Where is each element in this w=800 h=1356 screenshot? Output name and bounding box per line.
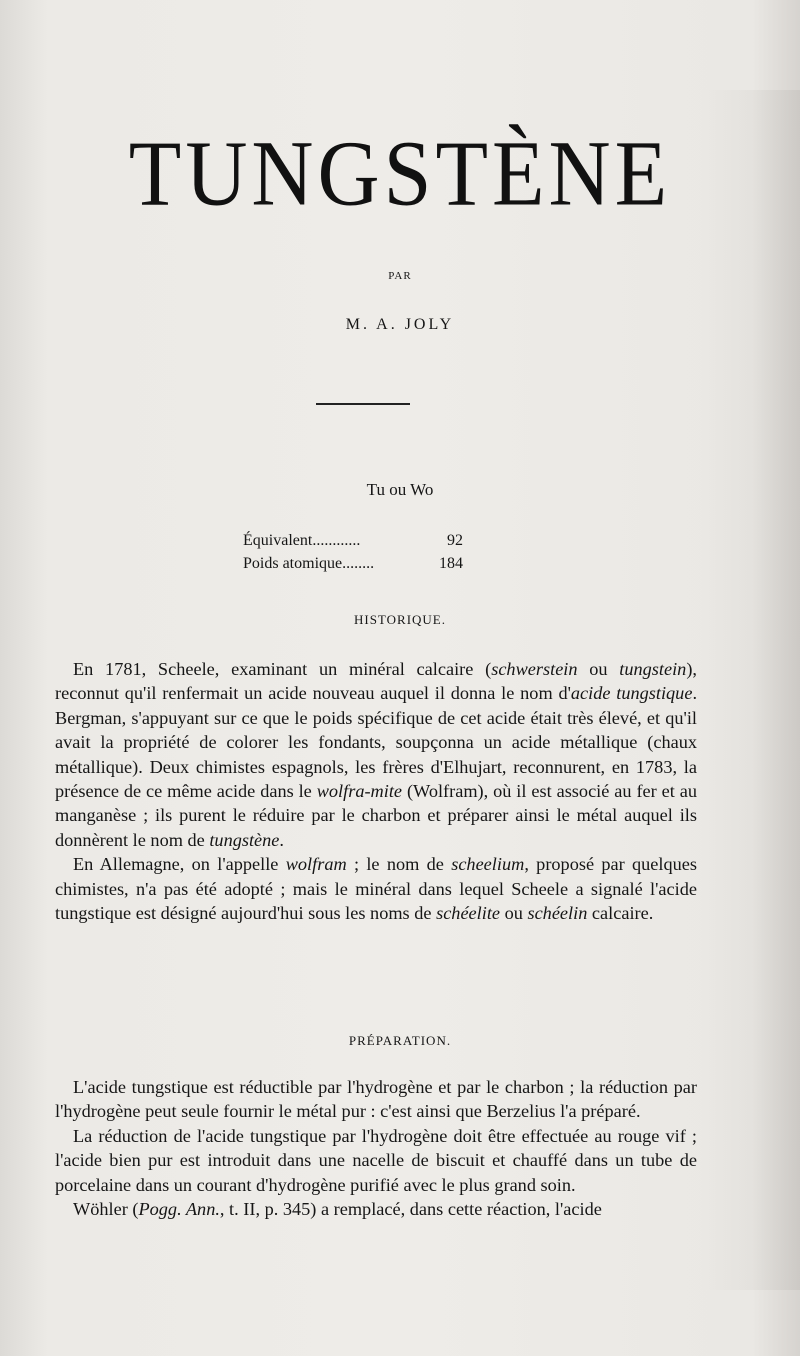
italic-term: schwerstein (491, 659, 578, 679)
paragraph: La réduction de l'acide tungstique par l'hydrogène doit être effectuée au rouge vif ; l'acide bien pur est introduit dans une nacelle de biscuit et chauffé dans un tube de porcelaine dans un courant d'hydrogène purifié avec le plus grand soin. (55, 1125, 697, 1195)
italic-term: acide tungstique (570, 683, 693, 704)
italic-term: wolfra-mite (316, 781, 403, 802)
property-row (243, 552, 463, 575)
property-label: Poids atomique........ (243, 555, 375, 572)
italic-term: schéelin (527, 903, 588, 924)
paragraph: En Allemagne, on l'appelle wolfram ; le nom de scheelium, proposé par quelques chimistes, n'a pas été adopté ; mais le minéral dans lequel Scheele a signalé l'acide tungstique est désigné aujourd'hui sous les noms de schéelite ou schéelin calcaire. (55, 854, 697, 924)
italic-term: tungstène (209, 829, 280, 850)
italic-term: tungstein (619, 659, 687, 679)
element-symbol: Tu ou Wo (366, 480, 434, 499)
divider-rule (316, 403, 410, 405)
section-heading-historique: HISTORIQUE. (353, 612, 446, 627)
historique-body (55, 657, 697, 925)
properties-table (243, 529, 463, 575)
author-name: M. A. JOLY (345, 316, 455, 333)
property-value: 92 (447, 532, 463, 549)
page-title: TUNGSTÈNE (128, 121, 672, 225)
italic-term: wolfram (285, 854, 347, 875)
preparation-body (55, 1075, 697, 1221)
property-value: 184 (439, 555, 463, 572)
paragraph: L'acide tungstique est réductible par l'hydrogène et par le charbon ; la réduction par l'hydrogène peut seule fournir le métal pur : c'est ainsi que Berzelius l'a préparé. (55, 1077, 697, 1122)
property-label: Équivalent............ (243, 532, 361, 549)
property-row (243, 529, 463, 552)
italic-term: schéelite (436, 903, 501, 924)
italic-term: Pogg. Ann. (138, 1199, 220, 1220)
by-line: PAR (388, 270, 412, 282)
section-heading-preparation: PRÉPARATION. (348, 1033, 452, 1048)
italic-term: scheelium (451, 854, 525, 875)
paragraph: Wöhler (Pogg. Ann., t. II, p. 345) a remplacé, dans cette réaction, l'acide (73, 1199, 602, 1220)
paragraph: En 1781, Scheele, examinant un minéral calcaire (schwerstein ou tungstein), reconnut qu'il renfermait un acide nouveau auquel il donna le nom d'acide tungstique. Bergman, s'appuyant sur ce que le poids spécifique de cet acide était très élevé, et qu'il avait la propriété de colorer les fondants, soupçonna un acide métallique (chaux métallique). Deux chimistes espagnols, les frères d'Elhujart, reconnurent, en 1783, la présence de ce même acide dans le wolfra-mite (Wolfram), où il est associé au fer et au manganèse ; ils purent le réduire par le charbon et préparer ainsi le métal auquel ils donnèrent le nom de tungstène. (55, 659, 698, 850)
